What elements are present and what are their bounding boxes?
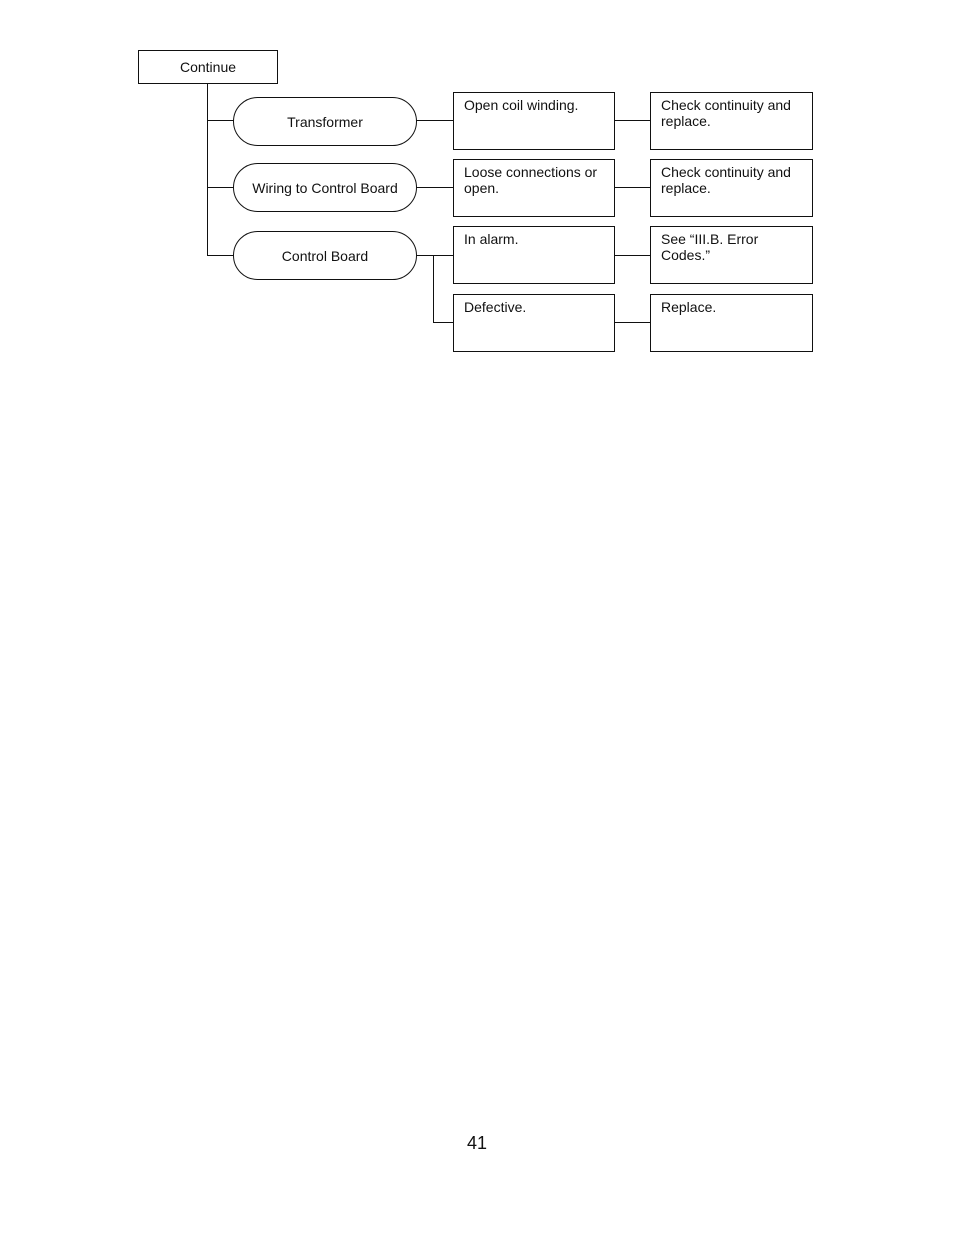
connector-control-board bbox=[207, 255, 234, 256]
action-box bbox=[650, 294, 813, 352]
cause-box bbox=[453, 226, 615, 284]
component-control-board bbox=[233, 231, 417, 280]
component-transformer bbox=[233, 97, 417, 146]
cause-text: In alarm. bbox=[464, 231, 519, 247]
connector-control-board-branch bbox=[433, 255, 434, 323]
connector-transformer bbox=[207, 120, 234, 121]
connector-transformer-cause bbox=[416, 120, 454, 121]
start-box bbox=[138, 50, 278, 84]
connector-defective-cause bbox=[433, 322, 454, 323]
connector-action-4 bbox=[613, 322, 651, 323]
start-label: Continue bbox=[179, 59, 237, 75]
connector-wiring-cause bbox=[416, 187, 454, 188]
connector-wiring bbox=[207, 187, 234, 188]
trunk-connector bbox=[207, 83, 208, 256]
action-box bbox=[650, 159, 813, 217]
component-label: Control Board bbox=[281, 247, 369, 264]
cause-text: Open coil winding. bbox=[464, 97, 579, 113]
component-wiring-to-control-board bbox=[233, 163, 417, 212]
page-number: 41 bbox=[466, 1133, 488, 1153]
connector-action-2 bbox=[613, 187, 651, 188]
action-box bbox=[650, 92, 813, 150]
action-text: Replace. bbox=[661, 299, 717, 315]
cause-text: Loose connections or open. bbox=[464, 164, 598, 196]
action-box bbox=[650, 226, 813, 284]
connector-action-3 bbox=[613, 255, 651, 256]
cause-box bbox=[453, 92, 615, 150]
connector-control-board-cause bbox=[416, 255, 454, 256]
cause-box bbox=[453, 159, 615, 217]
action-text: See “III.B. Error Codes.” bbox=[661, 231, 759, 263]
action-text: Check continuity and replace. bbox=[661, 164, 791, 196]
action-text: Check continuity and replace. bbox=[661, 97, 791, 129]
cause-box bbox=[453, 294, 615, 352]
cause-text: Defective. bbox=[464, 299, 527, 315]
connector-action-1 bbox=[613, 120, 651, 121]
component-label: Wiring to Control Board bbox=[252, 179, 398, 196]
component-label: Transformer bbox=[287, 113, 363, 130]
